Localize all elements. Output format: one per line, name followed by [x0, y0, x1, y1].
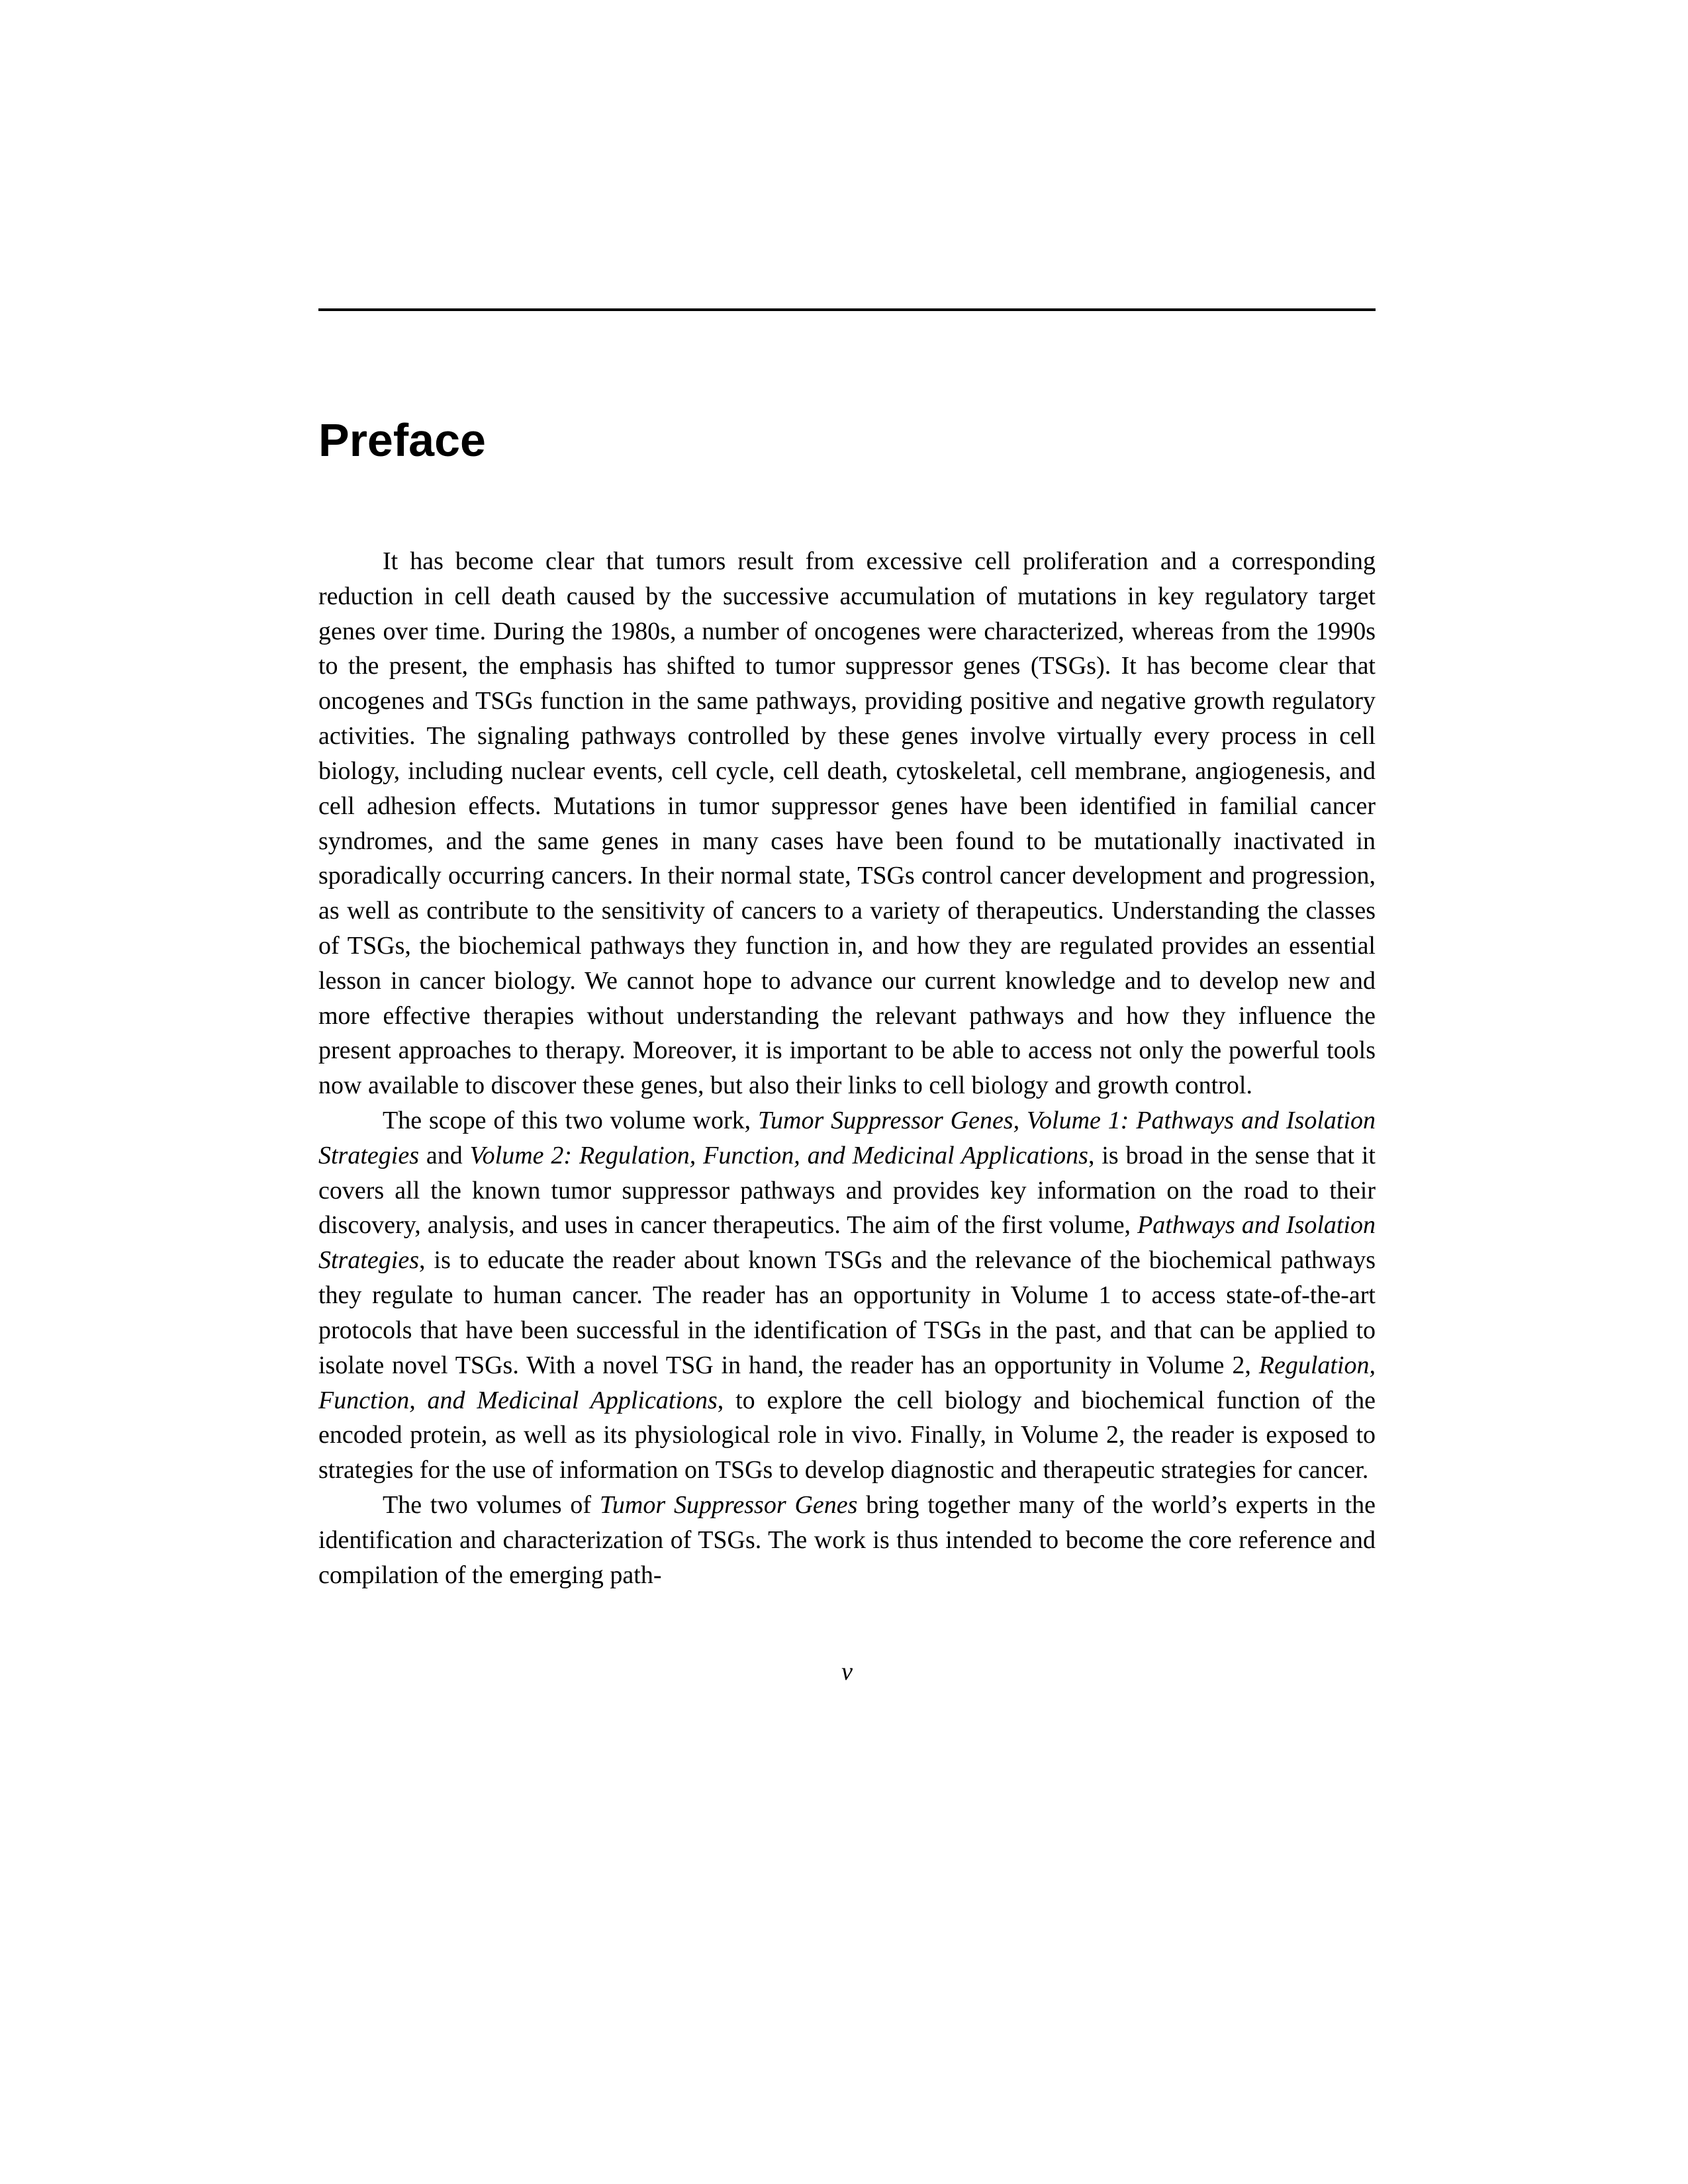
- italic-text-segment: Regulation, Function, and Medicinal Applications: [318, 1351, 1376, 1414]
- italic-text-segment: Pathways and Isolation Strategies: [318, 1211, 1376, 1275]
- paragraph: [318, 1488, 1376, 1592]
- italic-text-segment: Tumor Suppressor Genes, Volume 1: Pathways and Isolation Strategies: [318, 1107, 1376, 1169]
- header-rule: [318, 308, 1376, 311]
- page-title: Preface: [318, 414, 486, 466]
- text-segment: , to explore the cell biology and biochemical function of the encoded protein, as well as its physiological role in vivo. Finally, in Volume 2, the reader is exposed to strategies for the use of information on TSGs to develop diagnostic and therapeutic strategies for cancer.: [318, 1386, 1376, 1484]
- italic-text-segment: Volume 2: Regulation, Function, and Medicinal Applications: [469, 1141, 1088, 1169]
- text-segment: It has become clear that tumors result from excessive cell proliferation and a corresponding reduction in cell death caused by the successive accumulation of mutations in key regulatory target genes over time. During the 1980s, a number of oncogenes were characterized, whereas from the 1990s to the present, the emphasis has shifted to tumor suppressor genes (TSGs). It has become clear that oncogenes and TSGs function in the same pathways, providing positive and negative growth regulatory activities. The signaling pathways controlled by these genes involve virtually every process in cell biology, including nuclear events, cell cycle, cell death, cytoskeletal, cell membrane, angiogenesis, and cell adhesion effects. Mutations in tumor suppressor genes have been identified in familial cancer syndromes, and the same genes in many cases have been found to be mutationally inactivated in sporadically occurring cancers. In their normal state, TSGs control cancer development and progression, as well as contribute to the sensitivity of cancers to a variety of therapeutics. Understanding the classes of TSGs, the biochemical pathways they function in, and how they are regulated provides an essential lesson in cancer biology. We cannot hope to advance our current knowledge and to develop new and more effective therapies without understanding the relevant pathways and how they influence the present approaches to therapy. Moreover, it is important to be able to access not only the powerful tools now available to discover these genes, but also their links to cell biology and growth control.: [318, 547, 1376, 1100]
- paragraph: [318, 544, 1376, 1103]
- text-segment: and: [418, 1141, 470, 1169]
- page-content: [318, 308, 1376, 1686]
- preface-body: [318, 544, 1376, 1592]
- text-segment: , is to educate the reader about known TSGs and the relevance of the biochemical pathways they regulate to human cancer. The reader has an opportunity in Volume 1 to access state-of-the-art protocols that have been successful in the identification of TSGs in the past, and that can be applied to isolate novel TSGs. With a novel TSG in hand, the reader has an opportunity in Volume 2,: [318, 1246, 1376, 1379]
- page-number: v: [841, 1658, 853, 1686]
- text-segment: The two volumes of: [383, 1490, 600, 1519]
- text-segment: bring together many of the world’s experts in the identification and characterization of TSGs. The work is thus intended to become the core reference and compilation of the emerging path-: [318, 1490, 1376, 1589]
- text-segment: , is broad in the sense that it covers all the known tumor suppressor pathways and provides key information on the road to their discovery, analysis, and uses in cancer therapeutics. The aim of the first volume,: [318, 1141, 1376, 1240]
- paragraph: [318, 1103, 1376, 1488]
- text-segment: The scope of this two volume work,: [383, 1107, 758, 1134]
- italic-text-segment: Tumor Suppressor Genes: [599, 1490, 858, 1519]
